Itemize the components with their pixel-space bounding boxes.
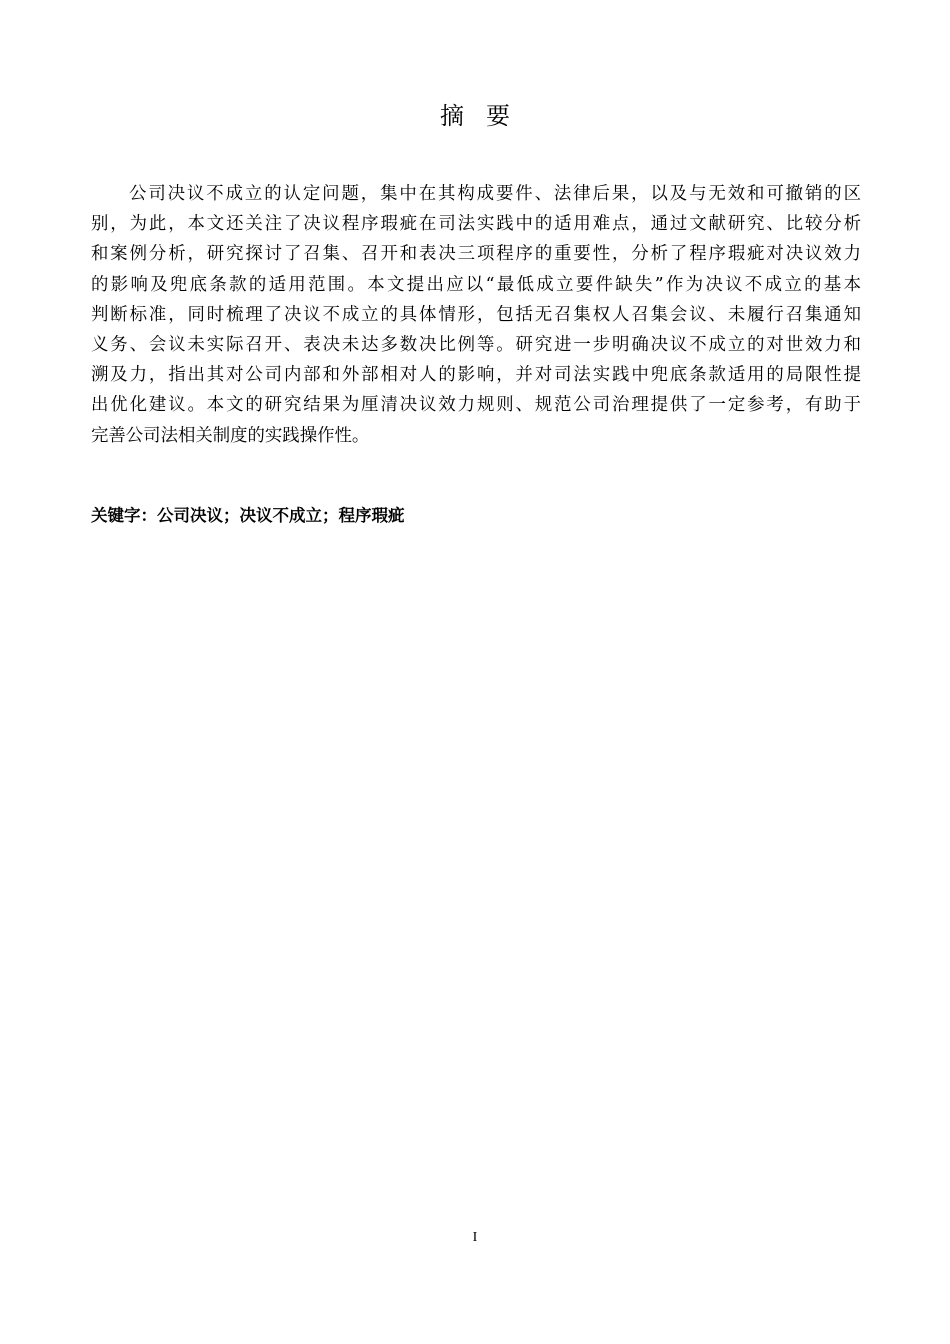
abstract-line: 和案例分析，研究探讨了召集、召开和表决三项程序的重要性，分析了程序瑕疵对决议效力 xyxy=(91,244,861,265)
abstract-line: 的影响及兜底条款的适用范围。本文提出应以“最低成立要件缺失”作为决议不成立的基本 xyxy=(91,274,861,295)
keywords-line: 关键字：公司决议；决议不成立；程序瑕疵 xyxy=(91,506,405,525)
abstract-line: 完善公司法相关制度的实践操作性。 xyxy=(91,425,370,446)
abstract-line: 义务、会议未实际召开、表决未达多数决比例等。研究进一步明确决议不成立的对世效力和 xyxy=(91,334,861,355)
abstract-line: 溯及力，指出其对公司内部和外部相对人的影响，并对司法实践中兜底条款适用的局限性提 xyxy=(91,365,861,386)
abstract-body xyxy=(91,179,861,451)
page-title: 摘要 xyxy=(440,102,532,130)
abstract-line: 出优化建议。本文的研究结果为厘清决议效力规则、规范公司治理提供了一定参考，有助于 xyxy=(91,395,861,416)
page-number: I xyxy=(472,1230,478,1245)
abstract-line: 别，为此，本文还关注了决议程序瑕疵在司法实践中的适用难点，通过文献研究、比较分析 xyxy=(91,214,861,235)
abstract-line: 判断标准，同时梳理了决议不成立的具体情形，包括无召集权人召集会议、未履行召集通知 xyxy=(91,304,861,325)
abstract-line: 公司决议不成立的认定问题，集中在其构成要件、法律后果，以及与无效和可撤销的区 xyxy=(129,184,861,204)
